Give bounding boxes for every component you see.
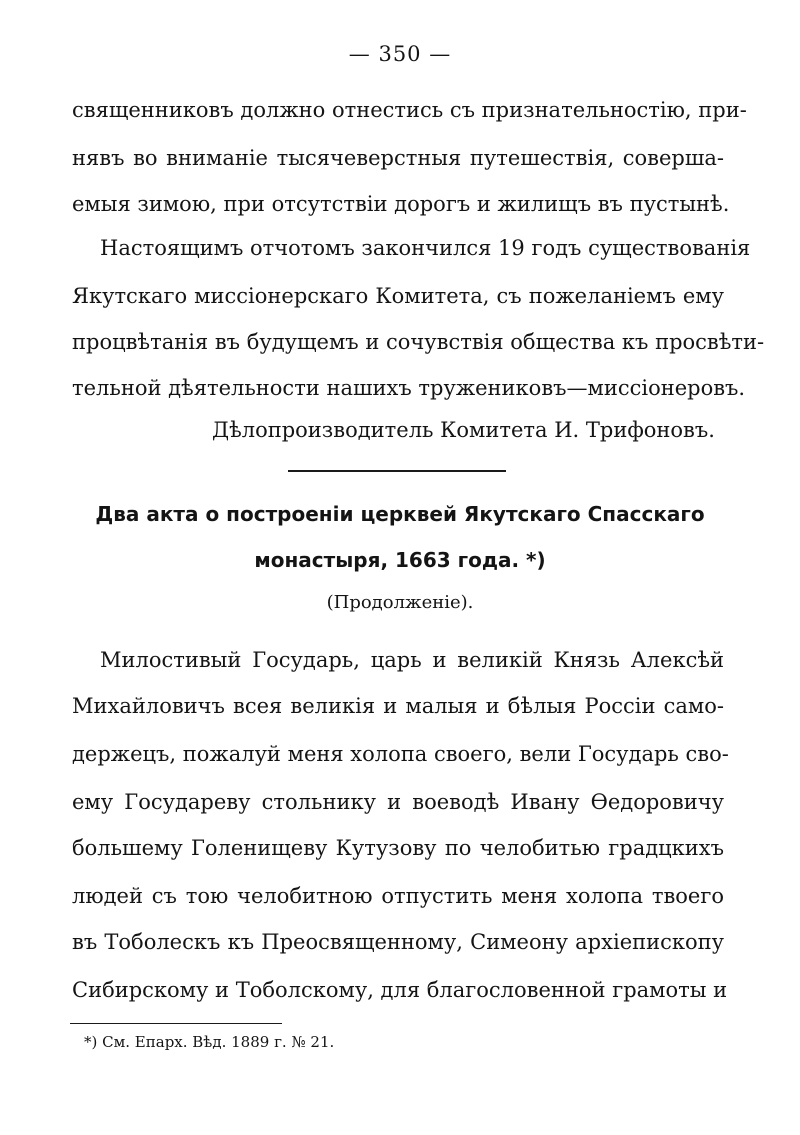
paragraph3-line-2: Михайловичъ всея великія и малыя и бѣлыя Россіи само- (72, 694, 724, 718)
paragraph3-line-6: людей съ тою челобитною отпустить меня холопа твоего (72, 884, 724, 908)
paragraph3-line-7: въ Тоболескъ къ Преосвященному, Симеону архіепископу (72, 930, 724, 954)
paragraph3-line-4: ему Государеву стольнику и воеводѣ Ивану Өедоровичу (72, 790, 724, 814)
paragraph1-line-3: емыя зимою, при отсутствіи дорогъ и жилищъ въ пустынѣ. (72, 192, 730, 216)
footnote: *) См. Епарх. Вѣд. 1889 г. № 21. (84, 1033, 335, 1051)
article-subtitle: (Продолженіе). (326, 592, 474, 613)
article-title-line-1: Два акта о построеніи церквей Якутскаго Спасскаго (95, 502, 705, 526)
paragraph3-line-1: Милостивый Государь, царь и великій Князь Алексѣй (100, 648, 724, 672)
footnote-rule (70, 1023, 282, 1024)
paragraph3-line-8: Сибирскому и Тоболскому, для благословенной грамоты и (72, 978, 728, 1002)
paragraph2-line-1: Настоящимъ отчотомъ закончился 19 годъ существованія (100, 236, 751, 260)
signature: Дѣлопроизводитель Комитета И. Трифоновъ. (212, 418, 715, 442)
paragraph3-line-3: держецъ, пожалуй меня холопа своего, вели Государь сво- (72, 742, 729, 766)
paragraph2-line-3: процвѣтанія въ будущемъ и сочувствія общества къ просвѣти- (72, 330, 765, 354)
section-divider (288, 470, 506, 472)
paragraph2-line-4: тельной дѣятельности нашихъ тружениковъ—миссіонеровъ. (72, 376, 746, 400)
page-number: — 350 — (348, 42, 452, 66)
article-title-line-2: монастыря, 1663 года. *) (254, 548, 546, 572)
paragraph3-line-5: большему Голенищеву Кутузову по челобитью градцкихъ (72, 836, 724, 860)
paragraph2-line-2: Якутскаго миссіонерскаго Комитета, съ пожеланіемъ ему (72, 284, 724, 308)
paragraph1-line-1: священниковъ должно отнестись съ признательностію, при- (72, 98, 747, 122)
paragraph1-line-2: нявъ во вниманіе тысячеверстныя путешествія, соверша- (72, 146, 724, 170)
